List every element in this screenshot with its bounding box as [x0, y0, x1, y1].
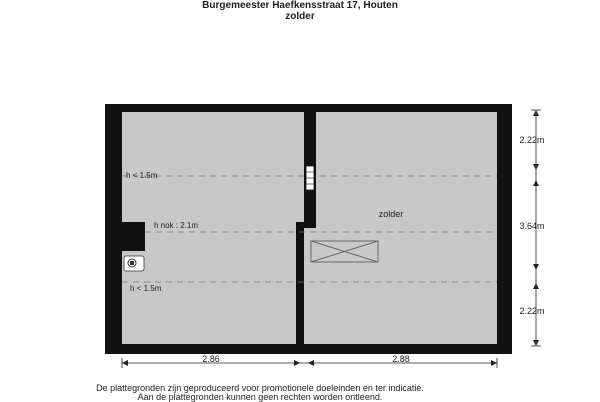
bottom-dimension-line	[122, 358, 497, 368]
dimension-right-top: 2.22m	[519, 135, 545, 145]
floor-right	[316, 112, 497, 344]
height-label-top: h < 1.5m	[126, 171, 158, 181]
floor-right-extension	[304, 228, 316, 344]
dormer-window-icon	[306, 166, 314, 190]
address-title: Burgemeester Haefkensstraat 17, Houten	[202, 0, 398, 11]
floor-left-lower	[145, 222, 296, 344]
dimension-bottom-left: 2.86	[202, 354, 220, 364]
room-label: zolder	[378, 209, 404, 219]
disclaimer-line-1: De plattegronden zijn geproduceerd voor promotionele doeleinden en ter indicatie.	[96, 383, 424, 393]
floor-left	[122, 112, 304, 222]
height-label-bottom: h < 1.5m	[130, 284, 162, 293]
dimension-right-middle: 3.64m	[519, 221, 545, 231]
height-label-ridge: h nok : 2.1m	[154, 221, 199, 230]
dimension-right-bottom: 2.22m	[519, 306, 545, 316]
boiler-icon	[124, 256, 144, 271]
floor-title: zolder	[285, 11, 315, 22]
dimension-bottom-right: 2.88	[392, 354, 410, 364]
disclaimer-line-2: Aan de plattegronden kunnen geen rechten worden ontleend.	[137, 392, 383, 402]
